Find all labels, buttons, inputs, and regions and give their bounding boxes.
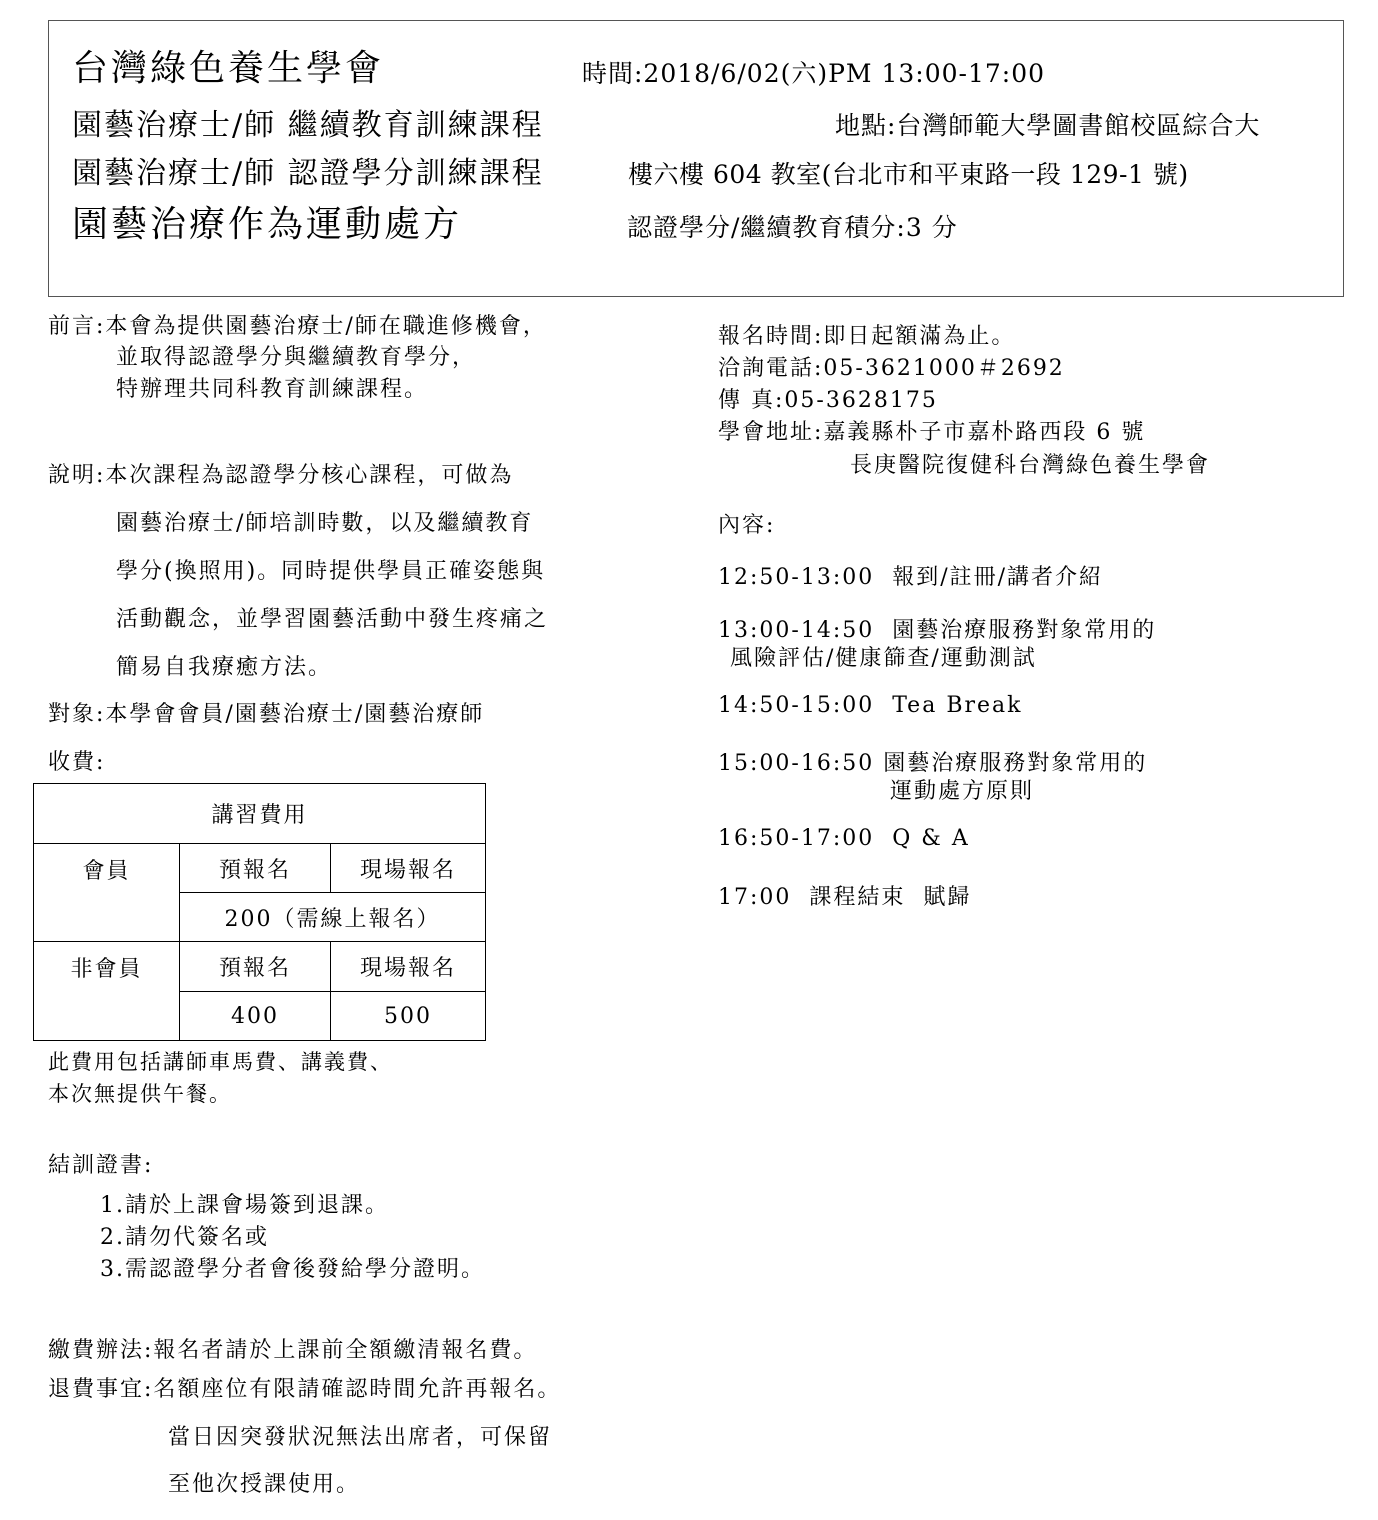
schedule-item-2: 13:00-14:50 園藝治療服務對象常用的	[718, 618, 1157, 643]
preface-line-3: 特辦理共同科教育訓練課程。	[116, 377, 429, 402]
fax: 傳 真:05-3628175	[718, 388, 938, 413]
fee-table-title: 講習費用	[34, 784, 486, 844]
nonmember-pre-header: 預報名	[180, 942, 331, 992]
nonmember-pre-price: 400	[180, 992, 331, 1041]
course-title-1: 園藝治療士/師 繼續教育訓練課程	[72, 108, 544, 143]
org-title: 台灣綠色養生學會	[72, 48, 385, 89]
preface-line-2: 並取得認證學分與繼續教育學分，	[116, 345, 477, 370]
certificate-item-2: 2.請勿代簽名或	[100, 1225, 269, 1250]
course-title-2: 園藝治療士/師 認證學分訓練課程	[72, 156, 544, 191]
refund-line-2: 當日因突發狀況無法出席者，可保留	[168, 1425, 553, 1450]
fee-note-line-2: 本次無提供午餐。	[48, 1082, 232, 1106]
location-line-2: 樓六樓 604 教室(台北市和平東路一段 129-1 號)	[628, 160, 1189, 189]
explanation-line-2: 園藝治療士/師培訓時數，以及繼續教育	[116, 511, 534, 536]
schedule-item-4: 15:00-16:50 園藝治療服務對象常用的	[718, 751, 1148, 776]
content-label: 內容:	[718, 513, 776, 538]
schedule-item-1: 12:50-13:00 報到/註冊/講者介紹	[718, 565, 1104, 590]
member-onsite-header: 現場報名	[331, 844, 486, 893]
certificate-item-3: 3.需認證學分者會後發給學分證明。	[100, 1257, 485, 1282]
certificate-label: 結訓證書:	[48, 1153, 154, 1178]
explanation-line-5: 簡易自我療癒方法。	[116, 655, 333, 680]
fee-label: 收費:	[48, 750, 106, 775]
credits: 認證學分/繼續教育積分:3 分	[627, 213, 958, 242]
nonmember-onsite-header: 現場報名	[331, 942, 486, 992]
schedule-item-3: 14:50-15:00 Tea Break	[718, 693, 1023, 718]
member-price: 200（需線上報名）	[180, 893, 486, 942]
address-line-2: 長庚醫院復健科台灣綠色養生學會	[850, 453, 1211, 478]
explanation-line-4: 活動觀念，並學習園藝活動中發生疼痛之	[116, 607, 549, 632]
course-title-3: 園藝治療作為運動處方	[72, 204, 463, 245]
nonmember-onsite-price: 500	[331, 992, 486, 1041]
fee-note-line-1: 此費用包括講師車馬費、講義費、	[48, 1050, 393, 1074]
event-time: 時間:2018/6/02(六)PM 13:00-17:00	[582, 59, 1046, 88]
schedule-item-6: 17:00 課程結束 賦歸	[718, 885, 972, 910]
explanation-line-3: 學分(換照用)。同時提供學員正確姿態與	[116, 559, 546, 584]
contact-phone: 洽詢電話:05-3621000＃2692	[718, 356, 1065, 381]
explanation-line-1: 說明:本次課程為認證學分核心課程，可做為	[48, 463, 514, 488]
schedule-item-5: 16:50-17:00 Q & A	[718, 826, 970, 851]
registration-time: 報名時間:即日起額滿為止。	[718, 324, 1016, 349]
location-line-1: 地點:台灣師範大學圖書館校區綜合大	[835, 111, 1261, 140]
audience: 對象:本學會會員/園藝治療士/園藝治療師	[48, 702, 485, 727]
nonmember-cell: 非會員	[34, 942, 180, 1041]
schedule-item-4-cont: 運動處方原則	[890, 779, 1035, 804]
member-pre-header: 預報名	[180, 844, 331, 893]
payment-method: 繳費辦法:報名者請於上課前全額繳清報名費。	[48, 1338, 538, 1363]
member-cell: 會員	[34, 844, 180, 942]
preface-line-1: 前言:本會為提供園藝治療士/師在職進修機會，	[48, 314, 547, 339]
refund-line-1: 退費事宜:名額座位有限請確認時間允許再報名。	[48, 1377, 562, 1402]
schedule-item-2-cont: 風險評估/健康篩查/運動測試	[730, 646, 1037, 671]
fee-table	[33, 783, 486, 1041]
address-line-1: 學會地址:嘉義縣朴子市嘉朴路西段 6 號	[718, 420, 1146, 445]
certificate-item-1: 1.請於上課會場簽到退課。	[100, 1193, 389, 1218]
refund-line-3: 至他次授課使用。	[168, 1472, 361, 1497]
